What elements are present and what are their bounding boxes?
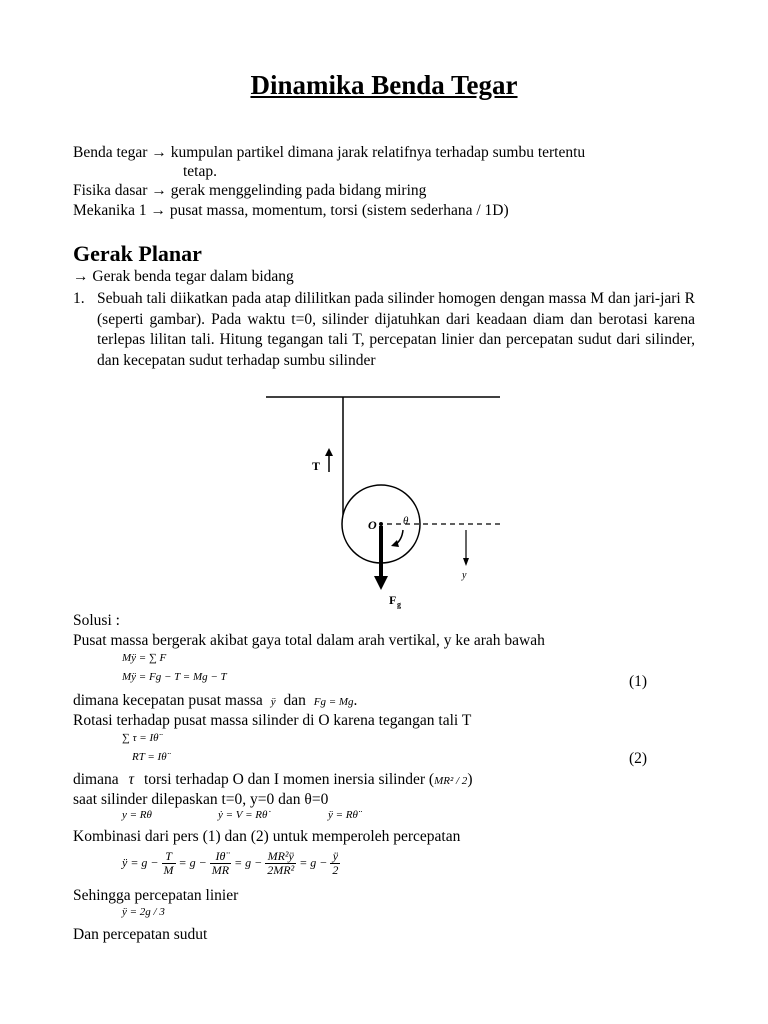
solution-line-7: Sehingga percepatan linier	[73, 887, 239, 904]
gravity-arrowhead	[374, 576, 388, 590]
equation-3b: ẏ = V = Rθ̇	[218, 809, 268, 821]
solution-line-6: Kombinasi dari pers (1) dan (2) untuk memperoleh percepatan	[73, 828, 461, 845]
label-O: O	[368, 518, 377, 532]
section-heading: Gerak Planar	[73, 241, 202, 266]
tension-arrowhead	[325, 448, 333, 456]
label-Fg-sub: g	[397, 600, 401, 609]
label-y: y	[462, 570, 467, 581]
section-bullet: → Gerak benda tegar dalam bidang	[73, 268, 294, 285]
problem-number: 1.	[73, 290, 85, 307]
y-axis-arrowhead	[463, 558, 469, 566]
label-T: T	[312, 459, 321, 473]
label-Fg: F	[389, 593, 397, 607]
equation-1a: Mÿ = ∑ F	[122, 652, 167, 664]
equation-4: ÿ = g − $\frac{T}{M}$ = g − $\frac{I\thetä}{MR}$ = g − $\frac{\text{MR²ÿ}}{\text{2MR²}}$ = g − $\frac{ÿ}{2}$	[122, 849, 339, 877]
intro-line-benda-tegar: Benda tegar → kumpulan partikel dimana jarak relatifnya terhadap sumbu tertentu	[73, 144, 586, 161]
equation-2b: RT = Iθ̈	[132, 751, 167, 763]
label-theta: θ	[403, 515, 409, 527]
solution-line-5: saat silinder dilepaskan t=0, y=0 dan θ=0	[73, 791, 329, 808]
solution-line-1: Pusat massa bergerak akibat gaya total dalam arah vertikal, y ke arah bawah	[73, 632, 545, 649]
equation-2a: ∑ τ = Iθ̈	[122, 732, 159, 744]
intro-line-mekanika: Mekanika 1 → pusat massa, momentum, torsi (sistem sederhana / 1D)	[73, 202, 509, 219]
problem-text: Sebuah tali diikatkan pada atap dililitkan pada silinder homogen dengan massa M dan jari-jari R (seperti gambar). Pada waktu t=0, silinder dijatuhkan dari keadaan diam dan berotasi karena terlepas lilitan tali. Hitung tegangan tali T, percepatan linier dan percepatan sudut dari silinder, dan kecepatan sudut terhadap sumbu silinder	[97, 290, 695, 369]
center-point	[379, 522, 383, 526]
equation-3a: y = Rθ	[122, 809, 152, 821]
solution-line-4: dimana τ torsi terhadap O dan I momen inersia silinder (MR² / 2)	[73, 771, 473, 788]
equation-number-2: (2)	[629, 750, 648, 767]
page-title: Dinamika Benda Tegar	[250, 70, 518, 100]
solution-line-3: Rotasi terhadap pusat massa silinder di O karena tegangan tali T	[73, 712, 472, 729]
equation-number-1: (1)	[629, 673, 648, 690]
intro-line-continuation: tetap.	[183, 163, 217, 180]
equation-5: ÿ = 2g / 3	[122, 906, 165, 918]
equation-1b: Mÿ = Fg − T = Mg − T	[122, 671, 227, 683]
equation-3c: ÿ = Rθ̈	[328, 809, 358, 821]
intro-line-fisika-dasar: Fisika dasar → gerak menggelinding pada bidang miring	[73, 182, 427, 199]
cylinder-figure	[250, 390, 520, 615]
solution-label: Solusi :	[73, 612, 120, 629]
solution-line-8: Dan percepatan sudut	[73, 926, 208, 943]
solution-line-2: dimana kecepatan pusat massa ÿ dan Fg = Mg.	[73, 692, 358, 709]
